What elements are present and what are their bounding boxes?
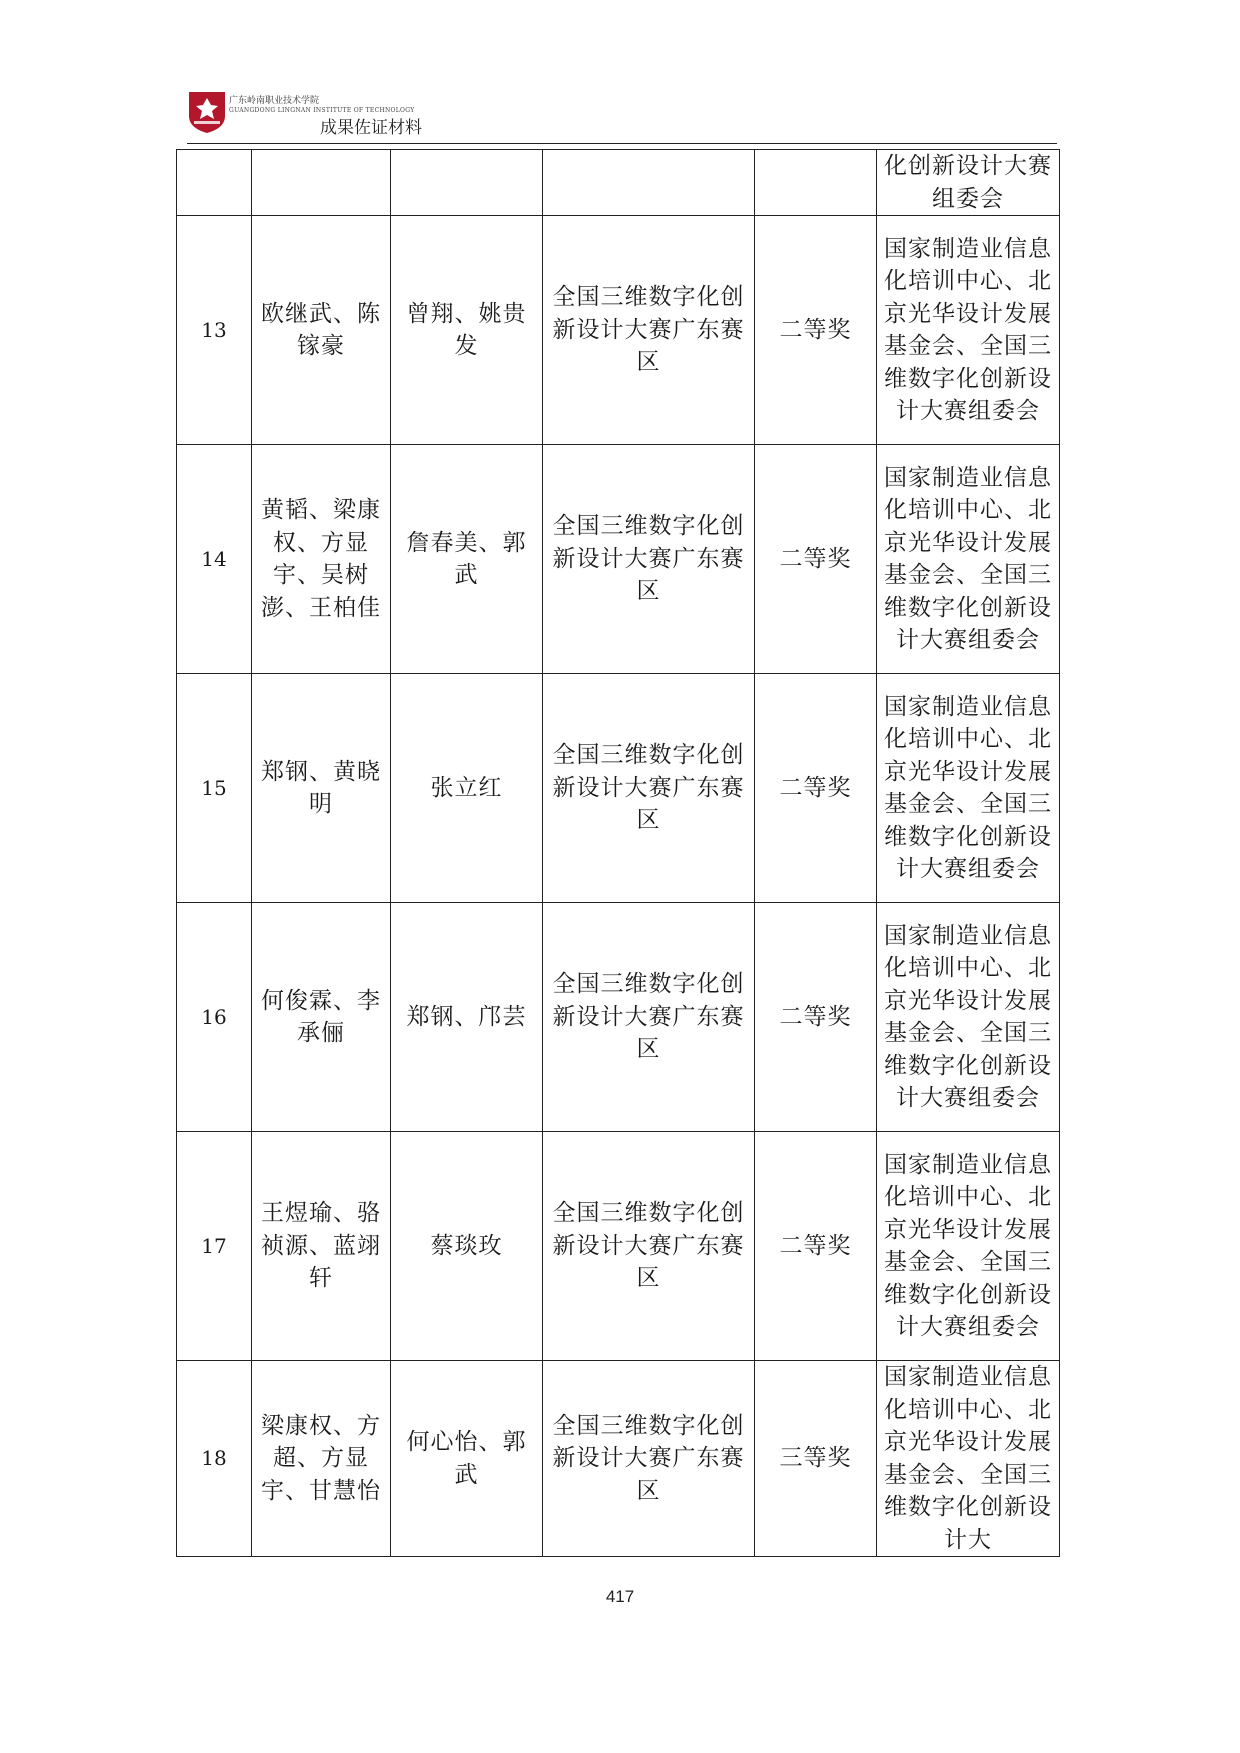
cell-students: 欧继武、陈镓豪 (252, 216, 391, 445)
cell-students: 王煜瑜、骆祯源、蓝翊轩 (252, 1132, 391, 1361)
cell-no (177, 150, 252, 216)
cell-teachers: 张立红 (391, 674, 543, 903)
cell-award: 二等奖 (755, 216, 877, 445)
cell-award: 二等奖 (755, 1132, 877, 1361)
cell-competition: 全国三维数字化创新设计大赛广东赛区 (543, 1132, 755, 1361)
cell-students: 何俊霖、李承俪 (252, 903, 391, 1132)
table-row (177, 1132, 1060, 1361)
cell-organizer: 国家制造业信息化培训中心、北京光华设计发展基金会、全国三维数字化创新设计大赛组委会 (877, 903, 1060, 1132)
cell-no: 15 (177, 674, 252, 903)
cell-organizer: 国家制造业信息化培训中心、北京光华设计发展基金会、全国三维数字化创新设计大赛组委会 (877, 1132, 1060, 1361)
cell-teachers: 曾翔、姚贵发 (391, 216, 543, 445)
table-row (177, 903, 1060, 1132)
cell-no: 16 (177, 903, 252, 1132)
cell-teachers: 詹春美、郭武 (391, 445, 543, 674)
cell-award: 二等奖 (755, 445, 877, 674)
cell-no: 14 (177, 445, 252, 674)
school-logo (187, 90, 227, 134)
cell-teachers: 何心怡、郭武 (391, 1361, 543, 1557)
cell-award: 三等奖 (755, 1361, 877, 1557)
cell-organizer: 国家制造业信息化培训中心、北京光华设计发展基金会、全国三维数字化创新设计大赛组委会 (877, 445, 1060, 674)
cell-no: 18 (177, 1361, 252, 1557)
cell-teachers (391, 150, 543, 216)
cell-competition: 全国三维数字化创新设计大赛广东赛区 (543, 216, 755, 445)
awards-table (176, 149, 1060, 1557)
cell-students (252, 150, 391, 216)
cell-competition: 全国三维数字化创新设计大赛广东赛区 (543, 903, 755, 1132)
header-divider (187, 143, 1057, 144)
cell-teachers: 郑钢、邝芸 (391, 903, 543, 1132)
cell-teachers: 蔡琰玫 (391, 1132, 543, 1361)
cell-award: 二等奖 (755, 903, 877, 1132)
cell-competition: 全国三维数字化创新设计大赛广东赛区 (543, 445, 755, 674)
page-header (187, 84, 1057, 144)
table-row (177, 445, 1060, 674)
school-name-en: GUANGDONG LINGNAN INSTITUTE OF TECHNOLOGY (229, 107, 415, 114)
cell-competition (543, 150, 755, 216)
cell-students: 郑钢、黄晓明 (252, 674, 391, 903)
page-number: 417 (605, 1587, 635, 1606)
cell-students: 黄韬、梁康权、方显宇、吴树澎、王柏佳 (252, 445, 391, 674)
cell-organizer: 化创新设计大赛组委会 (877, 150, 1060, 216)
cell-competition: 全国三维数字化创新设计大赛广东赛区 (543, 1361, 755, 1557)
cell-students: 梁康权、方超、方显宇、甘慧怡 (252, 1361, 391, 1557)
school-name-cn: 广东岭南职业技术学院 (229, 96, 320, 106)
cell-no: 13 (177, 216, 252, 445)
cell-award (755, 150, 877, 216)
table-row (177, 1361, 1060, 1557)
document-title: 成果佐证材料 (320, 118, 422, 138)
cell-award: 二等奖 (755, 674, 877, 903)
cell-no: 17 (177, 1132, 252, 1361)
table-row (177, 674, 1060, 903)
cell-organizer: 国家制造业信息化培训中心、北京光华设计发展基金会、全国三维数字化创新设计大赛组委会 (877, 216, 1060, 445)
cell-organizer: 国家制造业信息化培训中心、北京光华设计发展基金会、全国三维数字化创新设计大 (877, 1361, 1060, 1557)
table-row-continuation (177, 150, 1060, 216)
cell-organizer: 国家制造业信息化培训中心、北京光华设计发展基金会、全国三维数字化创新设计大赛组委会 (877, 674, 1060, 903)
cell-competition: 全国三维数字化创新设计大赛广东赛区 (543, 674, 755, 903)
table-row (177, 216, 1060, 445)
